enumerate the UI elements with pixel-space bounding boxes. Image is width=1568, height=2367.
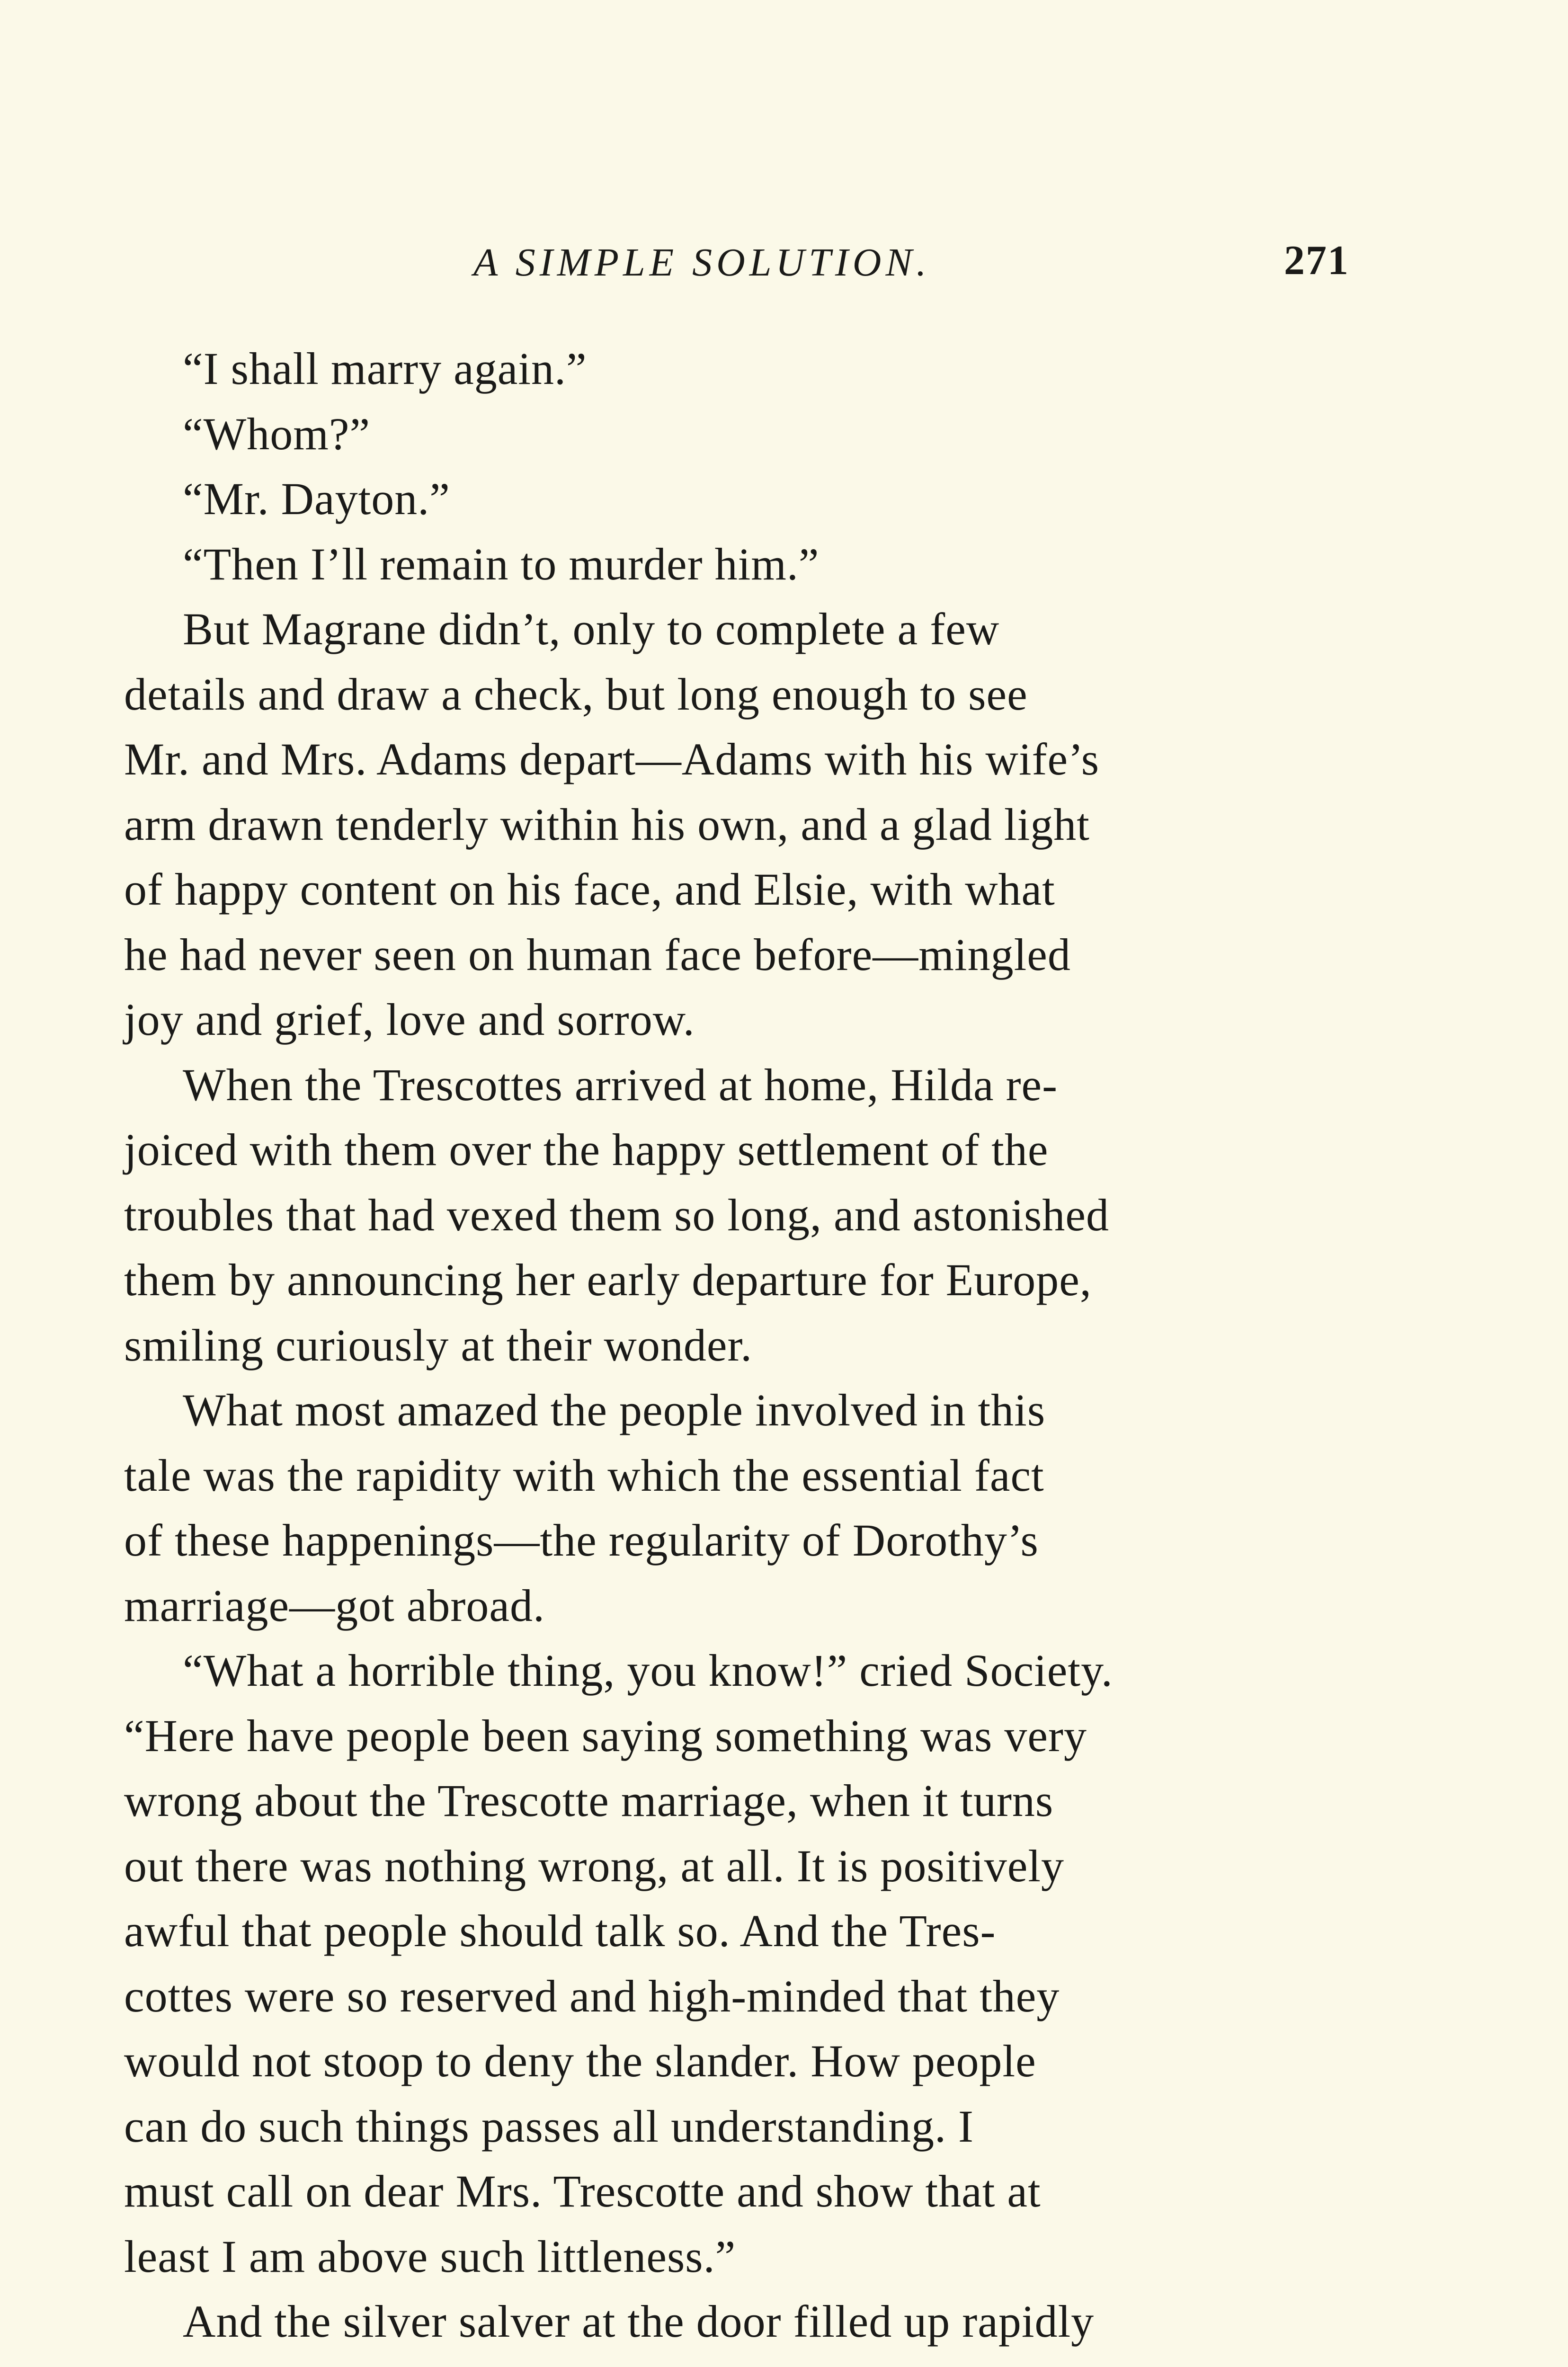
text-line: them by announcing her early departure for Europe, xyxy=(124,1255,1092,1305)
text-line: marriage—got abroad. xyxy=(124,1580,545,1631)
text-line: details and draw a check, but long enough to see xyxy=(124,668,1028,720)
text-line: “Whom?” xyxy=(183,408,371,459)
text-line: he had never seen on human face before—mingled xyxy=(124,929,1071,980)
text-line: arm drawn tenderly within his own, and a glad light xyxy=(124,799,1090,850)
text-line: “Then I’ll remain to murder him.” xyxy=(183,538,820,589)
page-number: 271 xyxy=(1284,238,1349,284)
text-line: least I am above such littleness.” xyxy=(124,2231,736,2282)
text-line: But Magrane didn’t, only to complete a few xyxy=(183,604,1000,654)
text-line: “Mr. Dayton.” xyxy=(183,473,450,524)
text-line: of happy content on his face, and Elsie, with what xyxy=(124,864,1055,915)
text-line: out there was nothing wrong, at all. It is positively xyxy=(124,1840,1065,1891)
text-line: joiced with them over the happy settlement of the xyxy=(124,1124,1049,1175)
text-line: tale was the rapidity with which the essential fact xyxy=(124,1450,1044,1501)
text-line: joy and grief, love and sorrow. xyxy=(124,994,695,1045)
text-line: smiling curiously at their wonder. xyxy=(124,1319,753,1370)
text-line: must call on dear Mrs. Trescotte and show that at xyxy=(124,2166,1041,2216)
text-line: What most amazed the people involved in this xyxy=(183,1385,1046,1435)
body-text xyxy=(124,336,1383,2354)
text-line: When the Trescottes arrived at home, Hilda re- xyxy=(183,1059,1058,1110)
text-line: cottes were so reserved and high-minded that they xyxy=(124,1970,1060,2021)
text-line: would not stoop to deny the slander. How people xyxy=(124,2036,1036,2086)
text-line: “Here have people been saying something was very xyxy=(124,1710,1087,1761)
text-line: awful that people should talk so. And the Tres- xyxy=(124,1905,996,1956)
running-head-title: A SIMPLE SOLUTION. xyxy=(473,240,931,285)
text-line: “What a horrible thing, you know!” cried Society. xyxy=(183,1645,1113,1696)
text-line: And the silver salver at the door filled up rapidly xyxy=(183,2296,1095,2347)
text-line: can do such things passes all understanding. I xyxy=(124,2100,974,2152)
text-line: “I shall marry again.” xyxy=(183,343,587,394)
text-line: wrong about the Trescotte marriage, when it turns xyxy=(124,1775,1054,1826)
text-line: of these happenings—the regularity of Dorothy’s xyxy=(124,1515,1039,1566)
text-line: troubles that had vexed them so long, and astonished xyxy=(124,1189,1109,1240)
text-line: Mr. and Mrs. Adams depart—Adams with his wife’s xyxy=(124,734,1100,784)
